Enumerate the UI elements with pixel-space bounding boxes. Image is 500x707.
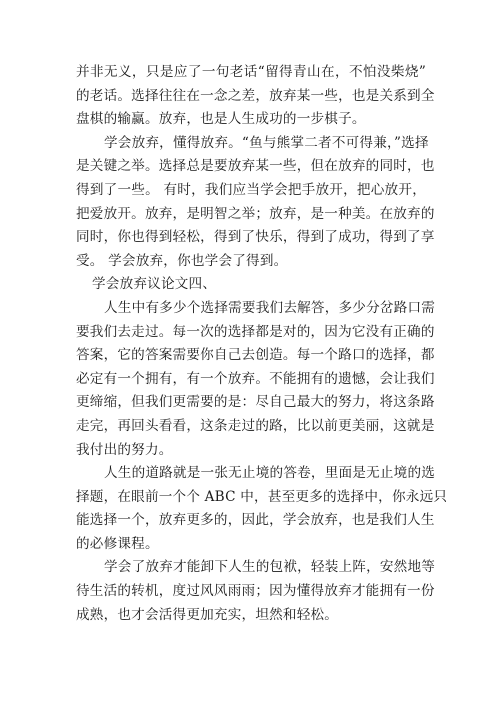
text-line: 受。 学会放弃，你也学会了得到。 [76,252,288,269]
text-line: 要我们去走过。每一次的选择都是对的，因为它没有正确的 [76,323,435,340]
paragraph-first-line: 学会了放弃才能卸下人生的包袱，轻装上阵，安然地等 [104,559,436,576]
text-line: 是关键之举。选择总是要放弃某一些，但在放弃的同时，也 [76,158,435,175]
text-line: 成熟，也才会活得更加充实，坦然和轻松。 [76,606,339,623]
text-line: 必定有一个拥有，有一个放弃。不能拥有的遗憾，会让我们 [76,370,435,387]
text-line: 并非无义，只是应了一句老话“留得青山在，不怕没柴烧” [76,64,426,80]
document-body [76,61,448,627]
text-line: 同时，你也得到轻松，得到了快乐，得到了成功，得到了享 [76,229,435,246]
text-line: 的必修课程。 [76,535,159,552]
text-line: 我付出的努力。 [76,441,173,458]
section-heading: 学会放弃议论文四、 [92,276,217,293]
text-line: 的老话。选择往往在一念之差，放弃某一些，也是关系到全 [76,87,435,104]
paragraph-first-line: 学会放弃，懂得放弃。“鱼与熊掌二者不可得兼，”选择 [104,134,429,151]
text-line: 把爱放开。放弃，是明智之举；放弃，是一种美。在放弃的 [76,205,435,222]
text-line: 答案，它的答案需要你自己去创造。每一个路口的选择，都 [76,347,435,364]
text-line: 得到了一些。 有时，我们应当学会把手放开，把心放开， [76,181,426,198]
text-line: 择题，在眼前一个个 ABC 中，甚至更多的选择中，你永远只 [76,488,448,505]
text-line: 盘棋的输赢。放弃，也是人生成功的一步棋子。 [76,111,366,128]
text-line: 走完，再回头看看，这条走过的路，比以前更美丽，这就是 [76,417,435,434]
paragraph-first-line: 人生的道路就是一张无止境的答卷，里面是无止境的选 [104,465,436,482]
text-line: 待生活的转机，度过风风雨雨；因为懂得放弃才能拥有一份 [76,583,435,600]
paragraph-first-line: 人生中有多少个选择需要我们去解答，多少分岔路口需 [104,299,436,316]
text-line: 更缔缩，但我们更需要的是：尽自己最大的努力，将这条路 [76,394,435,411]
text-line: 能选择一个，放弃更多的，因此，学会放弃，也是我们人生 [76,512,435,529]
